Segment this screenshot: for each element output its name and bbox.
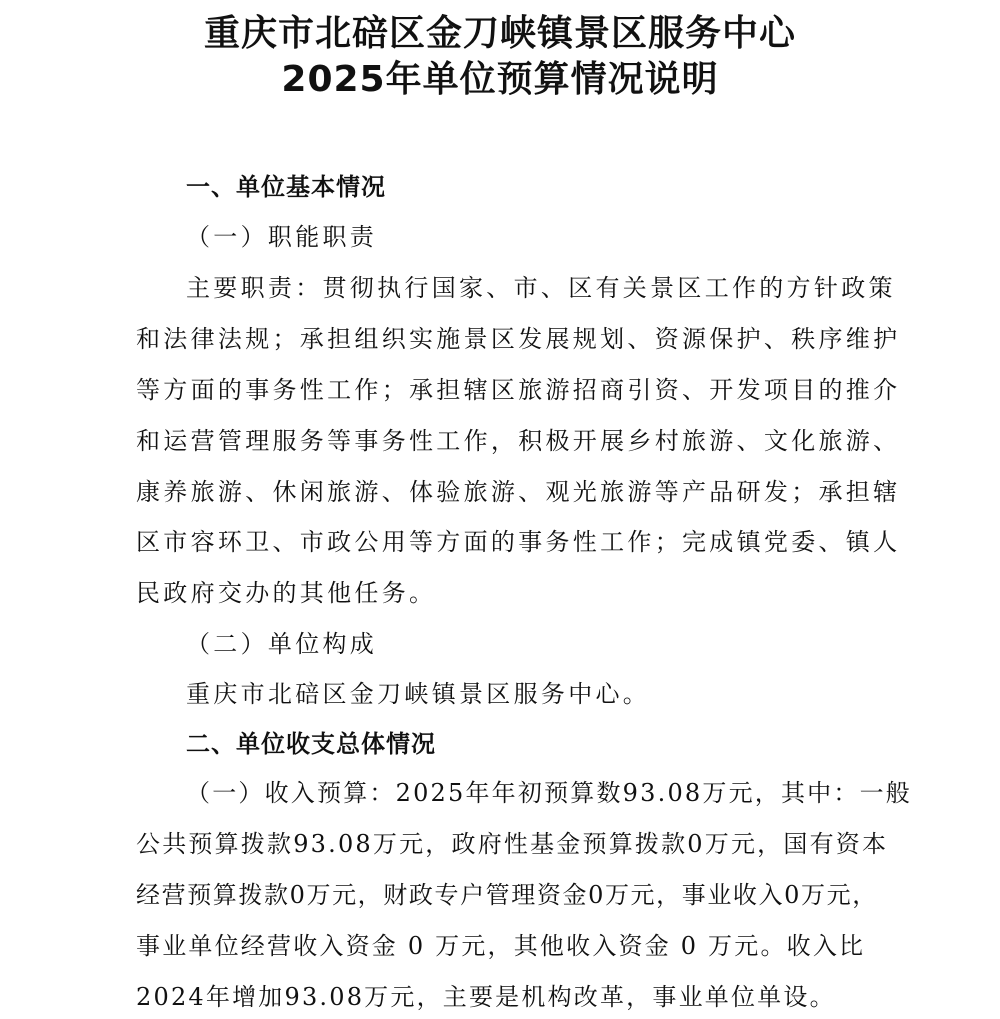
- section1-sub1-heading: （一）职能职责: [186, 223, 378, 251]
- section1-heading: 一、单位基本情况: [186, 173, 386, 201]
- document-title-line2: 2025年单位预算情况说明: [281, 59, 719, 100]
- document-title-line1: 重庆市北碚区金刀峡镇景区服务中心: [203, 13, 796, 54]
- income-line: 经营预算拨款0万元，财政专户管理资金0万元，事业收入0万元，: [136, 881, 878, 909]
- paragraph-line: 民政府交办的其他任务。: [136, 579, 437, 607]
- paragraph-line: 主要职责：贯彻执行国家、市、区有关景区工作的方针政策: [186, 274, 896, 302]
- income-line: 2024年增加93.08万元，主要是机构改革，事业单位单设。: [136, 983, 836, 1011]
- income-line: 事业单位经营收入资金 0 万元，其他收入资金 0 万元。收入比: [136, 932, 866, 960]
- paragraph-line: 等方面的事务性工作；承担辖区旅游招商引资、开发项目的推介: [136, 376, 901, 404]
- paragraph-line: 和运营管理服务等事务性工作，积极开展乡村旅游、文化旅游、: [136, 427, 901, 455]
- paragraph-line: 区市容环卫、市政公用等方面的事务性工作；完成镇党委、镇人: [136, 528, 901, 556]
- paragraph-line: 康养旅游、休闲旅游、体验旅游、观光旅游等产品研发；承担辖: [136, 478, 901, 506]
- income-line: 公共预算拨款93.08万元，政府性基金预算拨款0万元，国有资本: [136, 830, 889, 858]
- paragraph-line: 和法律法规；承担组织实施景区发展规划、资源保护、秩序维护: [136, 325, 901, 353]
- section1-sub2-heading: （二）单位构成: [186, 630, 378, 658]
- income-line: （一）收入预算：2025年年初预算数93.08万元，其中：一般: [186, 779, 912, 807]
- section2-heading: 二、单位收支总体情况: [186, 730, 436, 758]
- section1-sub2-text: 重庆市北碚区金刀峡镇景区服务中心。: [186, 680, 651, 708]
